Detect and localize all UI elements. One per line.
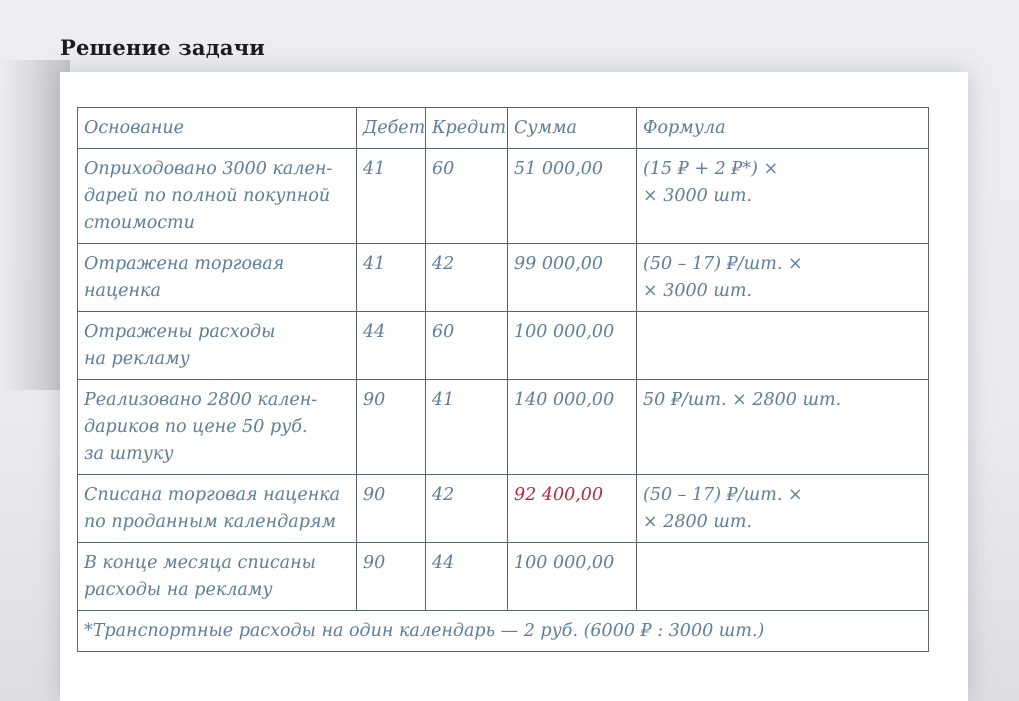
cell-basis: Оприходовано 3000 кален- дарей по полной покупной стоимости	[78, 149, 357, 244]
table-row	[78, 149, 929, 244]
table-row	[78, 475, 929, 543]
cell-amount: 100 000,00	[508, 312, 637, 380]
cell-credit: 60	[426, 312, 508, 380]
cell-amount: 100 000,00	[508, 543, 637, 611]
cell-amount: 51 000,00	[508, 149, 637, 244]
table-row	[78, 380, 929, 475]
footnote: *Транспортные расходы на один календарь — 2 руб. (6000 ₽ : 3000 шт.)	[78, 611, 929, 652]
cell-formula	[637, 543, 929, 611]
header-basis: Основание	[78, 108, 357, 149]
table-row	[78, 543, 929, 611]
cell-formula: (50 – 17) ₽/шт. × × 2800 шт.	[637, 475, 929, 543]
cell-formula	[637, 312, 929, 380]
cell-credit: 41	[426, 380, 508, 475]
cell-formula: (15 ₽ + 2 ₽*) × × 3000 шт.	[637, 149, 929, 244]
cell-credit: 44	[426, 543, 508, 611]
header-debit: Дебет	[357, 108, 426, 149]
cell-debit: 90	[357, 475, 426, 543]
cell-basis: Списана торговая наценка по проданным календарям	[78, 475, 357, 543]
cell-debit: 44	[357, 312, 426, 380]
header-credit: Кредит	[426, 108, 508, 149]
document-card	[60, 72, 968, 701]
cell-debit: 90	[357, 380, 426, 475]
entries-table	[77, 107, 929, 652]
cell-credit: 60	[426, 149, 508, 244]
cell-formula: (50 – 17) ₽/шт. × × 3000 шт.	[637, 244, 929, 312]
cell-basis: Реализовано 2800 кален- дариков по цене 50 руб. за штуку	[78, 380, 357, 475]
cell-amount: 99 000,00	[508, 244, 637, 312]
cell-debit: 90	[357, 543, 426, 611]
table-row	[78, 244, 929, 312]
header-formula: Формула	[637, 108, 929, 149]
cell-amount-highlighted: 92 400,00	[508, 475, 637, 543]
cell-basis: Отражена торговая наценка	[78, 244, 357, 312]
table-footnote-row	[78, 611, 929, 652]
cell-debit: 41	[357, 244, 426, 312]
cell-credit: 42	[426, 244, 508, 312]
table-header-row	[78, 108, 929, 149]
cell-amount: 140 000,00	[508, 380, 637, 475]
cell-formula: 50 ₽/шт. × 2800 шт.	[637, 380, 929, 475]
header-amount: Сумма	[508, 108, 637, 149]
page-title: Решение задачи	[60, 35, 266, 60]
cell-debit: 41	[357, 149, 426, 244]
table-row	[78, 312, 929, 380]
cell-basis: В конце месяца списаны расходы на рекламу	[78, 543, 357, 611]
cell-basis: Отражены расходы на рекламу	[78, 312, 357, 380]
cell-credit: 42	[426, 475, 508, 543]
